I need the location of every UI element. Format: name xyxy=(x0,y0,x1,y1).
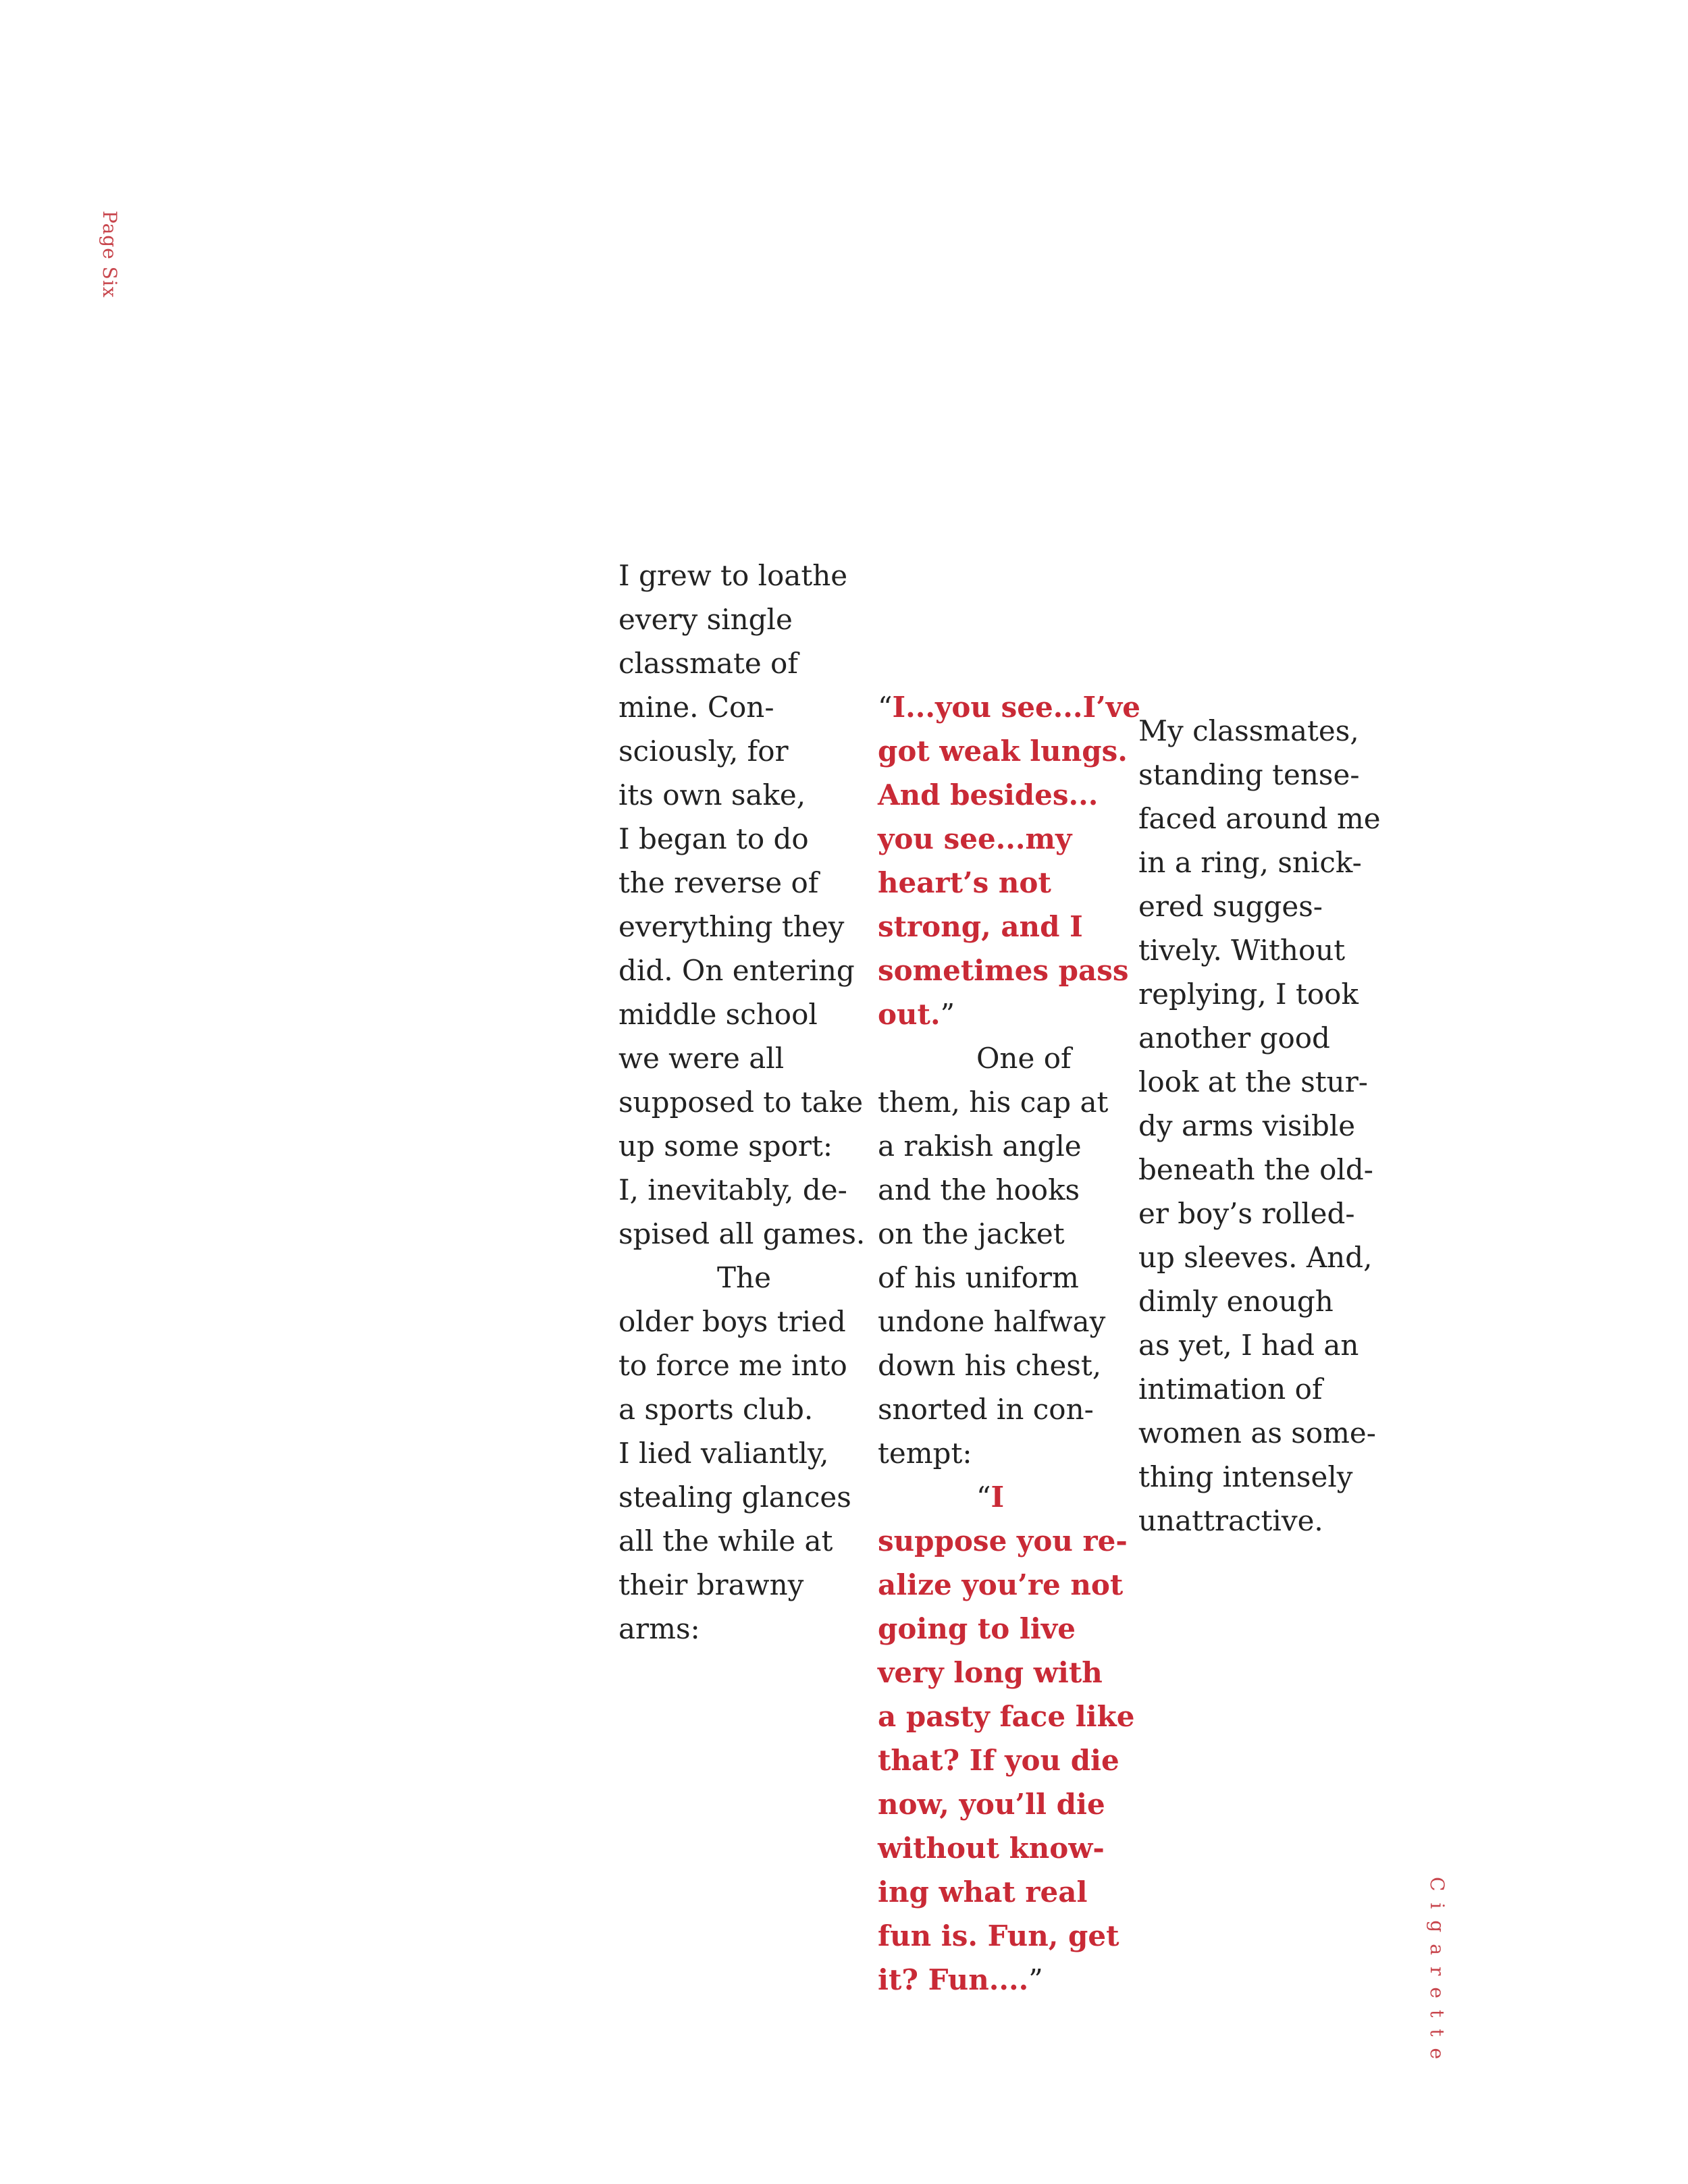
text-line: them, his cap at xyxy=(878,1086,1109,1119)
dialogue-line: strong, and I xyxy=(878,910,1083,943)
text-line: sciously, for xyxy=(618,735,789,768)
text-line: tempt: xyxy=(878,1437,972,1470)
open-quote-mark: “ xyxy=(878,691,893,724)
dialogue-line: that? If you die xyxy=(878,1744,1119,1777)
quote-line xyxy=(878,685,1140,729)
text-line: up sleeves. And, xyxy=(1138,1241,1373,1274)
text-line: spised all games. xyxy=(618,1217,866,1250)
text-line: their brawny xyxy=(618,1568,804,1601)
quote-line xyxy=(878,1958,1140,2002)
text-line: all the while at xyxy=(618,1524,833,1557)
close-quote-mark: ” xyxy=(1028,1963,1043,1996)
text-line: stealing glances xyxy=(618,1481,851,1514)
text-line: undone halfway xyxy=(878,1305,1106,1338)
dialogue-text: I xyxy=(991,1481,1005,1514)
text-line: as yet, I had an xyxy=(1138,1329,1359,1362)
quote-line xyxy=(878,992,1140,1036)
text-line: replying, I took xyxy=(1138,978,1359,1011)
page-number-label: Page Six xyxy=(99,211,121,298)
text-line: I lied valiantly, xyxy=(618,1437,829,1470)
dialogue-line: got weak lungs. xyxy=(878,735,1128,768)
text-line: ered sugges- xyxy=(1138,890,1323,923)
text-line: My classmates, xyxy=(1138,714,1359,747)
text-line: down his chest, xyxy=(878,1349,1102,1382)
text-line: to force me into xyxy=(618,1349,847,1382)
text-line: standing tense- xyxy=(1138,758,1360,791)
text-line: I began to do xyxy=(618,822,809,855)
dialogue-line: suppose you re- xyxy=(878,1524,1128,1557)
dialogue-line: alize you’re not xyxy=(878,1568,1124,1601)
dialogue-line: going to live xyxy=(878,1612,1076,1645)
text-line: its own sake, xyxy=(618,778,806,811)
dialogue-text: I...you see...I’ve xyxy=(892,691,1140,724)
text-line: look at the stur- xyxy=(1138,1065,1368,1098)
dialogue-text: out. xyxy=(878,998,941,1031)
text-line: middle school xyxy=(618,998,818,1031)
text-line: supposed to take xyxy=(618,1086,864,1119)
text-line: did. On entering xyxy=(618,954,855,987)
text-column-right xyxy=(1138,709,1381,1543)
text-line-indented: One of xyxy=(976,1042,1072,1075)
text-line: women as some- xyxy=(1138,1416,1376,1449)
text-line: beneath the old- xyxy=(1138,1153,1373,1186)
dialogue-line: fun is. Fun, get xyxy=(878,1919,1119,1952)
close-quote-mark: ” xyxy=(940,998,955,1031)
dialogue-line: you see...my xyxy=(878,822,1072,855)
text-line: and the hooks xyxy=(878,1173,1080,1206)
text-line: in a ring, snick- xyxy=(1138,846,1362,879)
dialogue-line: sometimes pass xyxy=(878,954,1129,987)
dialogue-text: it? Fun.... xyxy=(878,1963,1029,1996)
text-line: unattractive. xyxy=(1138,1504,1323,1537)
text-line: tively. Without xyxy=(1138,934,1346,967)
text-line: everything they xyxy=(618,910,845,943)
text-line: we were all xyxy=(618,1042,785,1075)
text-line: snorted in con- xyxy=(878,1393,1094,1426)
text-line: a sports club. xyxy=(618,1393,814,1426)
text-line: faced around me xyxy=(1138,802,1381,835)
text-column-left xyxy=(618,554,865,1651)
text-line: a rakish angle xyxy=(878,1129,1082,1163)
text-line: dy arms visible xyxy=(1138,1109,1356,1142)
text-line: every single xyxy=(618,603,793,636)
open-quote-mark: “ xyxy=(976,1481,991,1514)
running-title-label: Cigarette xyxy=(1426,1877,1448,2071)
dialogue-line: And besides... xyxy=(878,778,1099,811)
dialogue-line: now, you’ll die xyxy=(878,1788,1105,1821)
text-line: of his uniform xyxy=(878,1261,1079,1294)
text-column-middle xyxy=(878,685,1140,2002)
text-line: on the jacket xyxy=(878,1217,1065,1250)
dialogue-line: heart’s not xyxy=(878,866,1051,899)
text-line: I grew to loathe xyxy=(618,559,848,592)
text-line: another good xyxy=(1138,1021,1330,1055)
text-line: mine. Con- xyxy=(618,691,774,724)
text-line: er boy’s rolled- xyxy=(1138,1197,1355,1230)
text-line: thing intensely xyxy=(1138,1460,1353,1493)
text-line: the reverse of xyxy=(618,866,819,899)
dialogue-line: very long with xyxy=(878,1656,1103,1689)
dialogue-line: ing what real xyxy=(878,1875,1088,1909)
text-line: I, inevitably, de- xyxy=(618,1173,847,1206)
dialogue-line: a pasty face like xyxy=(878,1700,1135,1733)
dialogue-line: without know- xyxy=(878,1832,1105,1865)
text-line: intimation of xyxy=(1138,1373,1323,1406)
text-line: classmate of xyxy=(618,647,798,680)
quote-line xyxy=(878,1475,1140,1519)
text-line: up some sport: xyxy=(618,1129,833,1163)
text-line: older boys tried xyxy=(618,1305,846,1338)
text-line-indented: The xyxy=(717,1261,771,1294)
text-line: dimly enough xyxy=(1138,1285,1334,1318)
text-line: arms: xyxy=(618,1612,700,1645)
